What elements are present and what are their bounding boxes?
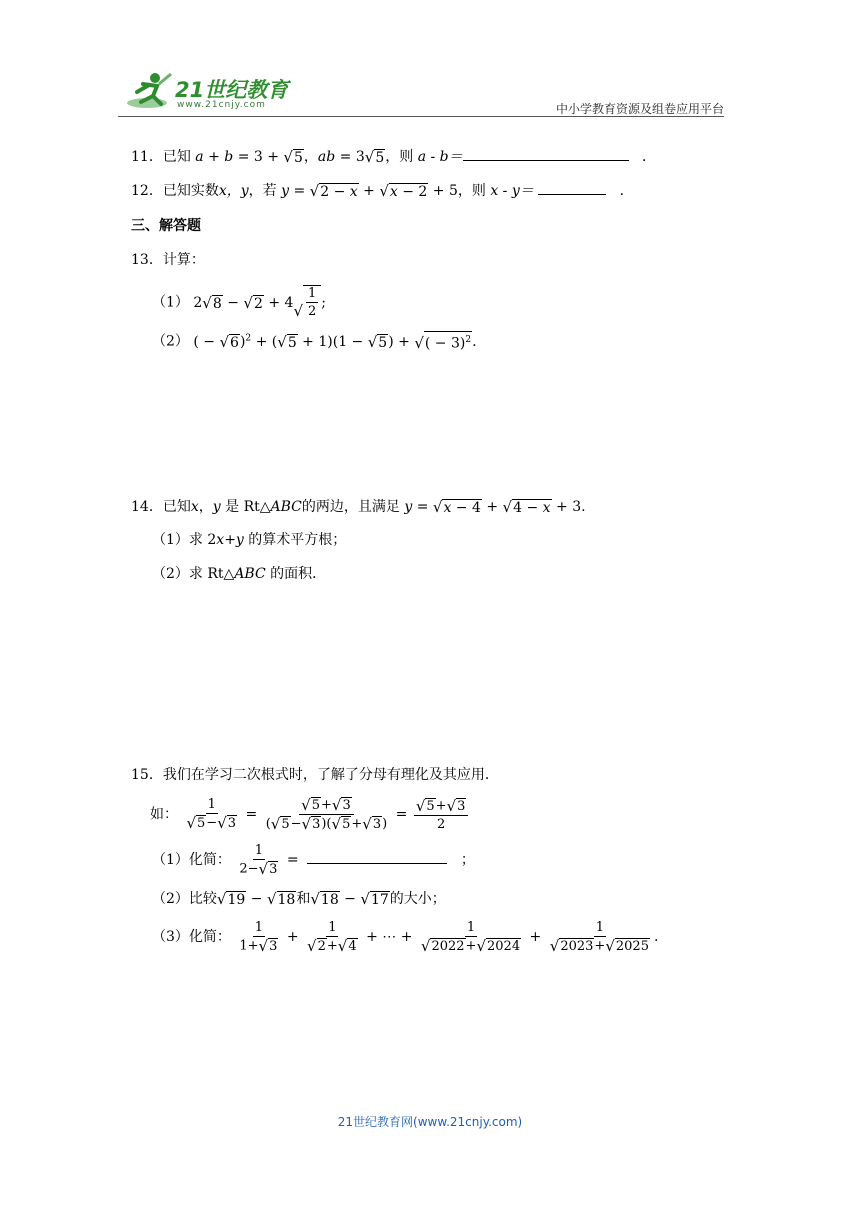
answer-blank[interactable] (463, 146, 629, 161)
question-13: 13．计算： (131, 252, 205, 268)
logo-url: www.21cnjy.com (177, 100, 266, 110)
question-12: 12．已知实数x，y，若 y = √ 2 − x + √ x − 2 + 5，则 x - y＝ ． (131, 182, 634, 200)
question-14: 14．已知x，y 是 Rt△ABC的两边，且满足 y = √ x − 4 + √ 4 − x + 3. (131, 498, 586, 516)
question-14-part-2: （2）求 Rt△ABC 的面积． (152, 566, 327, 582)
question-15-example: 如： 1 √ 5 − √ 3 = √ 5 + √ 3 ( √ 5 − √ 3 )( √ 5 + √ 3 ) = √ 5 + √ 3 2 (150, 796, 470, 833)
platform-title: 中小学教育资源及组卷应用平台 (555, 102, 724, 116)
question-11: 11．已知 a + b = 3 + √ 5 ，ab = 3 √ 5 ，则 a - b＝ ． (131, 148, 657, 166)
question-15: 15．我们在学习二次根式时，了解了分母有理化及其应用． (131, 767, 499, 783)
section-title: 三、解答题 (131, 218, 201, 234)
header-logo (125, 70, 295, 112)
logo-text: 21世纪教育 (175, 78, 289, 102)
question-15-part-2: （2）比较 √ 19 − √ 18 和 √ 18 − √ 17 的大小； (152, 890, 446, 908)
footer-link[interactable]: 21世纪教育网(www.21cnjy.com) (337, 1115, 523, 1129)
header-rule (118, 116, 724, 117)
question-15-part-1: （1）化简： 1 2− √ 3 = ； (152, 842, 475, 878)
question-14-part-1: （1）求 2x+y 的算术平方根； (152, 532, 347, 548)
answer-blank[interactable] (307, 849, 447, 864)
question-15-part-3: （3）化简： 1 1+ √ 3 + 1 √ 2 + √ 4 + ⋯ + 1 √ 2022 + √ 2024 + 1 √ 2023 + √ 2025 . (152, 919, 659, 955)
question-13-part-2: （2） ( − √ 6 )$^2$ + ( √ 5 + 1)(1 − √ 5 ) + √ ( − 3)$^2$ . (152, 332, 477, 352)
answer-blank[interactable] (538, 180, 606, 195)
question-13-part-1: （1） 2 √ 8 − √ 2 + 4 √ $\frac{1}{2}$ ; (152, 286, 327, 320)
